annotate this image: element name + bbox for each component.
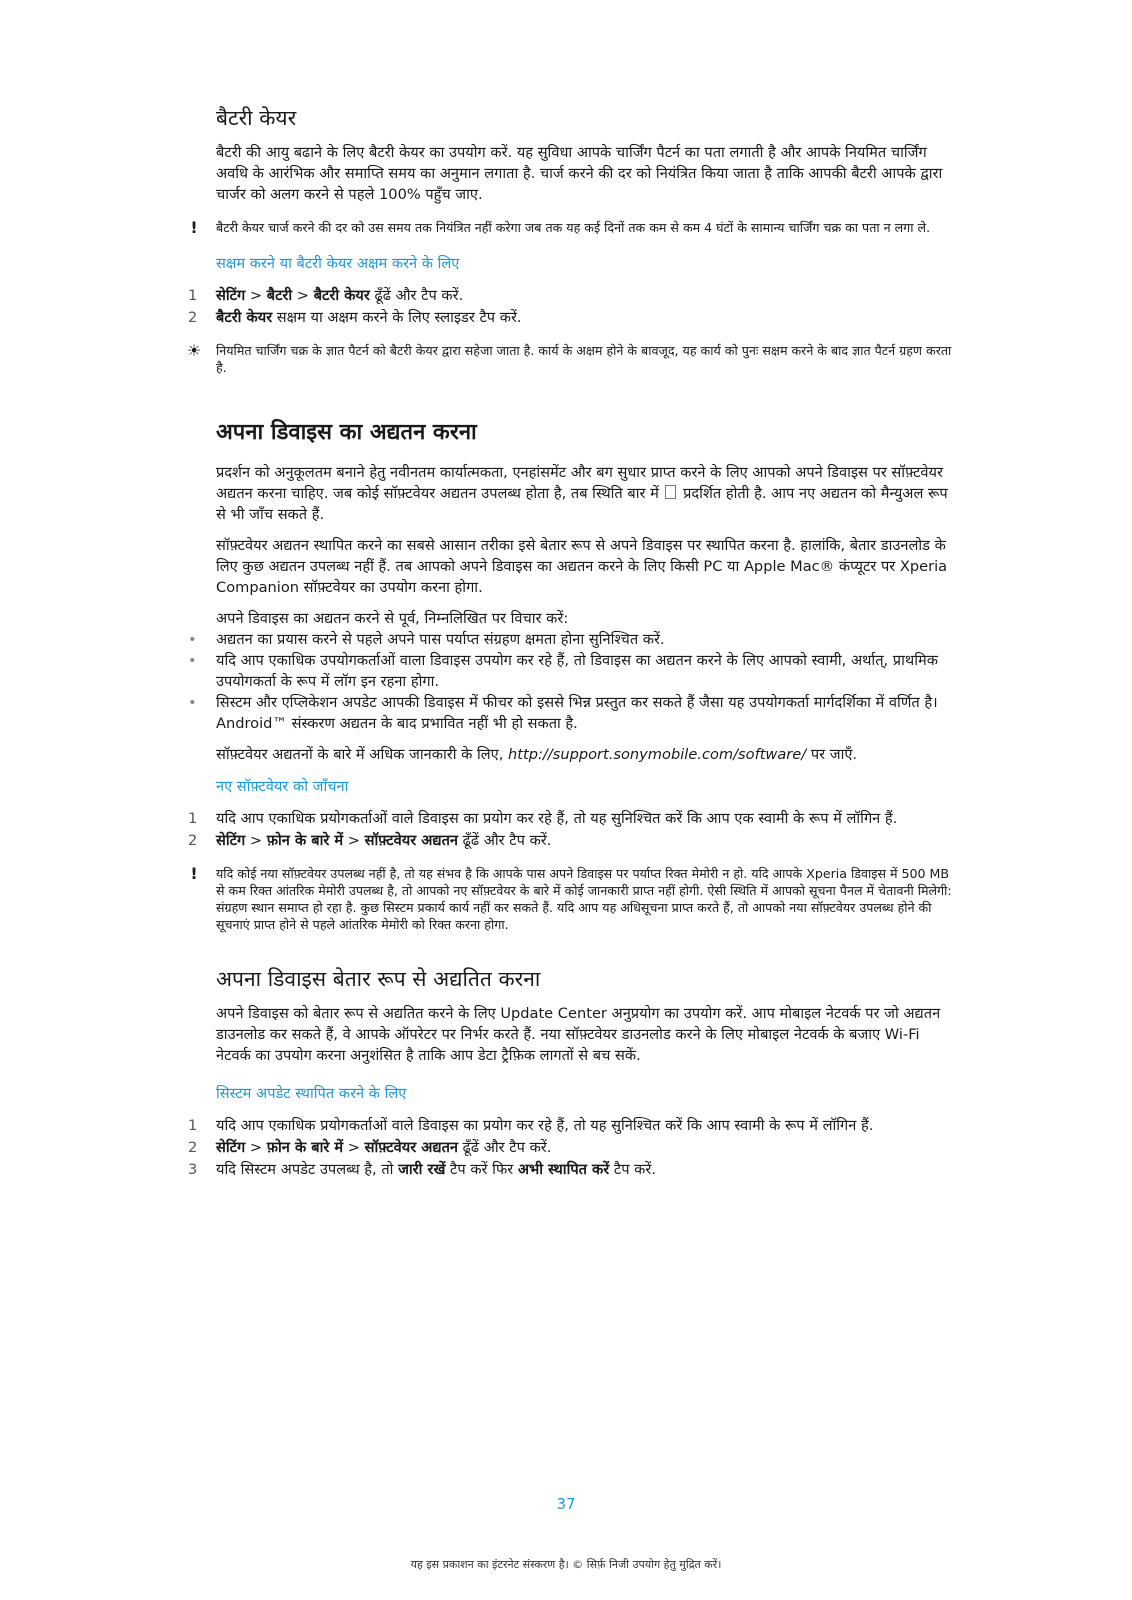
- page-content: [186, 104, 956, 1182]
- bullet: •: [188, 652, 197, 669]
- step-text: यदि आप एकाधिक प्रयोगकर्ताओं वाले डिवाइस का प्रयोग कर रहे हैं, तो यह सुनिश्चित करें कि आप एक स्वामी के रूप में लॉगिन हैं.: [216, 810, 898, 827]
- heading-update-device: अपना डिवाइस का अद्यतन करना: [216, 420, 477, 445]
- list-item-text: सिस्टम और एप्लिकेशन अपडेट आपकी डिवाइस में फीचर को इससे भिन्न प्रस्तुत कर सकते हैं जैसा यह उपयोगकर्ता मार्गदर्शिका में वर्णित है। Android™ संस्करण अद्यतन के बाद प्रभावित नहीं भी हो सकता है.: [216, 694, 938, 732]
- step-number: 2: [188, 309, 198, 326]
- subheading-enable-battery-care: सक्षम करने या बैटरी केयर अक्षम करने के लिए: [216, 255, 460, 272]
- paragraph-text: प्रदर्शित होती है. आप नए अद्यतन को मैन्युअल रूप से भी जाँच सकते हैं.: [216, 485, 948, 523]
- ui-term: सेटिंग: [216, 832, 246, 849]
- list-item: [188, 629, 956, 650]
- step-item: [188, 1138, 956, 1158]
- step-number: 1: [188, 287, 198, 304]
- ui-term: सॉफ़्टवेयर अद्यतन: [364, 832, 459, 849]
- ui-term: अभी स्थापित करें: [517, 1161, 610, 1178]
- step-number: 1: [188, 810, 198, 827]
- step-item: [188, 809, 956, 829]
- ui-term: फ़ोन के बारे में: [266, 1139, 344, 1156]
- update-methods-paragraph: सॉफ़्टवेयर अद्यतन स्थापित करने का सबसे आसान तरीका इसे बेतार रूप से अपने डिवाइस पर स्थापित करना है. हालांकि, बेतार डाउनलोड के लिए कुछ अद्यतन उपलब्ध नहीं हैं. तब आपको अपने डिवाइस का अद्यतन करने के लिए किसी PC या Apple Mac® कंप्यूटर पर Xperia Companion सॉफ़्टवेयर का उपयोग करना होगा.: [216, 537, 948, 596]
- wireless-update-paragraph: अपने डिवाइस को बेतार रूप से अद्यतित करने के लिए Update Center अनुप्रयोग का उपयोग करें. आप मोबाइल नेटवर्क पर जो अद्यतन डाउनलोड कर सकते हैं, वे आपके ऑपरेटर पर निर्भर करते हैं. नया सॉफ़्टवेयर डाउनलोड करने के लिए मोबाइल नेटवर्क के बजाए Wi-Fi नेटवर्क का उपयोग करना अनुशंसित है ताकि आप डेटा ट्रैफ़िक लागतों से बच सकें.: [216, 1005, 941, 1064]
- more-info-paragraph: [216, 744, 956, 765]
- bullet: •: [188, 694, 197, 711]
- list-item-text: अद्यतन का प्रयास करने से पहले अपने पास पर्याप्त संग्रहण क्षमता होना सुनिश्चित करें.: [216, 631, 665, 648]
- ui-term: बैटरी केयर: [313, 287, 370, 304]
- tip-note: [186, 341, 956, 376]
- heading-battery-care: बैटरी केयर: [216, 106, 297, 130]
- paragraph-text: प्रदर्शन को अनुकूलतम बनाने हेतु नवीनतम कार्यात्मकता, एनहांसमेंट और बग सुधार प्राप्त करने के लिए आपको अपने डिवाइस पर सॉफ़्टवेयर अद्यतन करना चाहिए. जब कोई सॉफ़्टवेयर अद्यतन उपलब्ध होता है, तब स्थिति बार में: [216, 464, 943, 502]
- separator: >: [343, 1139, 365, 1156]
- ui-term: सॉफ़्टवेयर अद्यतन: [364, 1139, 459, 1156]
- ui-term: सेटिंग: [216, 287, 246, 304]
- subheading-install-system-update: सिस्टम अपडेट स्थापित करने के लिए: [216, 1085, 407, 1102]
- battery-care-paragraph: बैटरी की आयु बढाने के लिए बैटरी केयर का उपयोग करें. यह सुविधा आपके चार्जिंग पैटर्न का पता लगाती है और आपके नियमित चार्जिंग अवधि के आरंभिक और समाप्ति समय का अनुमान लगाता है. चार्ज करने की दर को नियंत्रित किया जाता है ताकि आपकी बैटरी आपके द्वारा चार्जर को अलग करने से पहले 100% पहुँच जाए.: [216, 144, 943, 203]
- step-number: 2: [188, 832, 198, 849]
- step-text: ढूँढें और टैप करें.: [369, 287, 464, 304]
- warning-note: [190, 218, 956, 237]
- step-text: सक्षम या अक्षम करने के लिए स्लाइडर टैप करें.: [272, 309, 522, 326]
- footer-notice: यह इस प्रकाशन का इंटरनेट संस्करण है। © सिर्फ़ निजी उपयोग हेतु मुद्रित करें।: [410, 1558, 722, 1571]
- step-text: ढूँढें और टैप करें.: [458, 1139, 552, 1156]
- separator: >: [245, 832, 267, 849]
- ui-term: सेटिंग: [216, 1139, 246, 1156]
- warning-text: यदि कोई नया सॉफ़्टवेयर उपलब्ध नहीं है, तो यह संभव है कि आपके पास अपने डिवाइस पर पर्याप्त रिक्त मेमोरी न हो. यदि आपके Xperia डिवाइस में 500 MB से कम रिक्त आंतरिक मेमोरी उपलब्ध है, तो आपको नए सॉफ़्टवेयर के बारे में कोई जानकारी प्राप्त नहीं होगी. ऐसी स्थिति में आपको सूचना पैनल में चेतावनी मिलेगी: संग्रहण स्थान समाप्त हो रहा है. कुछ सिस्टम प्रकार्य कार्य नहीं कर सकते हैं. यदि आप यह अधिसूचना प्राप्त करते हैं, तो आपको नया सॉफ़्टवेयर उपलब्ध होने की सूचनाएं प्राप्त होने से पहले आंतरिक मेमोरी को रिक्त करना होगा.: [216, 866, 952, 932]
- update-intro-paragraph: [216, 462, 956, 525]
- update-status-icon: [665, 485, 676, 499]
- warning-note: [190, 864, 956, 933]
- page-number: 37: [556, 1495, 576, 1513]
- list-item-text: यदि आप एकाधिक उपयोगकर्ताओं वाला डिवाइस उपयोग कर रहे हैं, तो डिवाइस का अद्यतन करने के लिए आपको स्वामी, अर्थात्, प्राथमिक उपयोगकर्ता के रूप में लॉग इन रहना होगा.: [216, 652, 938, 690]
- separator: >: [245, 1139, 267, 1156]
- step-text: यदि आप एकाधिक प्रयोगकर्ताओं वाले डिवाइस का प्रयोग कर रहे हैं, तो यह सुनिश्चित करें कि आप स्वामी के रूप में लॉगिन हैं.: [216, 1117, 874, 1134]
- step-number: 1: [188, 1117, 198, 1134]
- list-item: [188, 692, 956, 734]
- warning-icon: !: [190, 218, 198, 237]
- tip-text: नियमित चार्जिंग चक्र के ज्ञात पैटर्न को बैटरी केयर द्वारा सहेजा जाता है. कार्य के अक्षम होने के बावजूद, यह कार्य को पुनः सक्षम करने के बाद ज्ञात पैटर्न ग्रहण करता है.: [216, 343, 952, 375]
- consider-paragraph: अपने डिवाइस का अद्यतन करने से पूर्व, निम्नलिखित पर विचार करें:: [216, 610, 569, 627]
- step-item: [188, 831, 956, 851]
- step-text: टैप करें.: [609, 1161, 656, 1178]
- step-number: 2: [188, 1139, 198, 1156]
- paragraph-text: पर जाएँ.: [806, 746, 858, 763]
- step-number: 3: [188, 1161, 198, 1178]
- subheading-check-new-software: नए सॉफ़्टवेयर को जाँचना: [216, 778, 349, 795]
- tip-icon: ☀: [186, 341, 202, 360]
- ui-term: जारी रखें: [398, 1161, 446, 1178]
- step-item: [188, 286, 956, 306]
- ui-term: फ़ोन के बारे में: [266, 832, 344, 849]
- step-text: यदि सिस्टम अपडेट उपलब्ध है, तो: [216, 1161, 399, 1178]
- step-text: ढूँढें और टैप करें.: [458, 832, 552, 849]
- bullet: •: [188, 631, 197, 648]
- step-item: [188, 1160, 956, 1180]
- step-item: [188, 308, 956, 328]
- step-text: टैप करें फिर: [445, 1161, 518, 1178]
- separator: >: [292, 287, 314, 304]
- ui-term: बैटरी: [266, 287, 293, 304]
- list-item: [188, 650, 956, 692]
- step-item: [188, 1116, 956, 1136]
- ui-term: बैटरी केयर: [216, 309, 273, 326]
- separator: >: [343, 832, 365, 849]
- heading-wireless-update: अपना डिवाइस बेतार रूप से अद्यतित करना: [216, 967, 541, 991]
- paragraph-text: सॉफ़्टवेयर अद्यतनों के बारे में अधिक जानकारी के लिए,: [216, 746, 509, 763]
- warning-icon: !: [190, 864, 198, 883]
- separator: >: [245, 287, 267, 304]
- support-link[interactable]: http://support.sonymobile.com/software/: [508, 746, 807, 763]
- warning-text: बैटरी केयर चार्ज करने की दर को उस समय तक नियंत्रित नहीं करेगा जब तक यह कई दिनों तक कम से कम 4 घंटों के सामान्य चार्जिंग चक्र का पता न लगा ले.: [216, 220, 931, 235]
